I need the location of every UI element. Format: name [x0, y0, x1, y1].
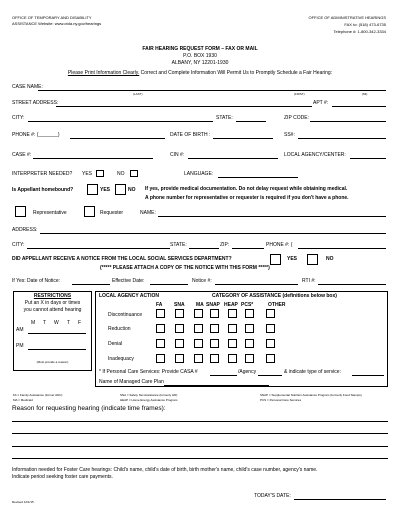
middle-initial-hint: (MI) [362, 92, 368, 96]
date-of-notice-label: If Yes: Date of Notice: [12, 278, 61, 284]
agency-name: OFFICE OF TEMPORARY AND DISABILITY [12, 15, 92, 20]
def-snap: SNAP = Supplemental Nutrition Assistance Program (formerly Food Stamps) [260, 393, 362, 397]
revised-date: Revised 12/1/15 [12, 500, 34, 504]
checkbox-reduction-fa[interactable] [156, 324, 165, 333]
ssn-field[interactable] [298, 138, 386, 139]
requester-label: Requester [100, 210, 124, 216]
rep-zip-label: ZIP: [220, 242, 230, 248]
rep-address-label: ADDRESS: [12, 227, 38, 233]
rep-state-label: STATE: [170, 242, 187, 248]
pcs-agency-field[interactable] [258, 375, 282, 376]
rti-field[interactable] [318, 284, 386, 285]
hearings-office: OFFICE OF ADMINISTRATIVE HEARINGS [308, 15, 386, 20]
checkbox-discontinuance-sna[interactable] [175, 309, 184, 318]
def-sna: SNA = Safety Net Assistance (formerly HR) [120, 393, 178, 397]
pm-label: PM [16, 343, 24, 349]
homebound-label: Is Appellant homebound? [12, 187, 74, 193]
local-agency-label: LOCAL AGENCY/CENTER: [284, 152, 346, 158]
checkbox-discontinuance-pcs[interactable] [245, 309, 254, 318]
row-reduction: Reduction [108, 326, 131, 332]
rep-state-field[interactable] [189, 248, 219, 249]
restrictions-line-2: you cannot attend hearing [23, 307, 82, 313]
agency-action-header: LOCAL AGENCY ACTION [99, 293, 160, 299]
day-tuesday: T [43, 320, 47, 326]
checkbox-inadequacy-sna[interactable] [175, 354, 184, 363]
day-friday: F [78, 320, 82, 326]
def-heap: HEAP = Home Energy Assistance Program [120, 398, 178, 402]
effective-date-label: Effective Date: [112, 278, 145, 284]
col-ma: MA [196, 302, 204, 308]
city-field[interactable] [28, 121, 213, 122]
checkbox-inadequacy-heap[interactable] [228, 354, 237, 363]
day-monday: M [31, 320, 36, 326]
agency-website: ASSISTANCE Website: www.otda.ny.gov/hearings [12, 21, 102, 26]
homebound-yes-label: YES [100, 187, 111, 193]
col-pcs: PCS* [241, 302, 254, 308]
checkbox-denial-heap[interactable] [228, 339, 237, 348]
checkbox-denial-sna[interactable] [175, 339, 184, 348]
notice-no-label: NO [326, 256, 334, 262]
def-fa: FA = Family Assistance (former ADC) [13, 393, 63, 397]
checkbox-reduction-pcs[interactable] [245, 324, 254, 333]
ssn-label: SS#: [284, 132, 295, 138]
checkbox-discontinuance-fa[interactable] [156, 309, 165, 318]
todays-date-label: TODAY'S DATE: [254, 493, 291, 499]
pcs-casa-field[interactable] [210, 375, 237, 376]
cin-label: CIN #: [170, 152, 185, 158]
col-fa: FA [156, 302, 163, 308]
telephone-number: Telephone #: 1-800-342-3334 [333, 29, 386, 34]
checkbox-denial-fa[interactable] [156, 339, 165, 348]
reason-line-4[interactable] [12, 458, 388, 459]
def-ma: MA = Medicaid [13, 398, 33, 402]
city-label: CITY: [12, 115, 25, 121]
apt-label: APT #: [313, 100, 329, 106]
am-restriction-field[interactable] [28, 333, 86, 334]
zip-code-field[interactable] [310, 121, 386, 122]
last-name-hint: (LAST) [133, 92, 143, 96]
homebound-note-2: A phone number for representative or requester is required if you don't have a phone. [145, 195, 349, 201]
foster-care-period: Indicate period seeking foster care payments. [12, 474, 113, 480]
checkbox-discontinuance-snap[interactable] [210, 309, 219, 318]
pcs-service-field[interactable] [352, 375, 384, 376]
checkbox-denial-snap[interactable] [210, 339, 219, 348]
checkbox-denial-ma[interactable] [194, 339, 203, 348]
form-title: FAIR HEARING REQUEST FORM – FAX OR MAIL [142, 46, 258, 52]
col-heap: HEAP [224, 302, 238, 308]
rep-address-field[interactable] [40, 233, 386, 234]
rep-city-label: CITY: [12, 242, 25, 248]
restrictions-title: RESTRICTIONS [33, 293, 72, 299]
print-instruction [0, 70, 400, 76]
po-box: P.O. BOX 1930 [183, 53, 217, 59]
rep-phone-label: PHONE #: ( [266, 242, 293, 248]
col-sna: SNA [174, 302, 185, 308]
checkbox-discontinuance-heap[interactable] [228, 309, 237, 318]
interpreter-no-label: NO [117, 171, 125, 177]
dob-label: DATE OF BIRTH : [170, 132, 211, 138]
homebound-note-1: If yes, provide medical documentation. Do not delay request while obtaining medical. [145, 186, 348, 192]
representative-checkbox[interactable] [15, 206, 26, 217]
restrictions-line-1: Put an X in days or times [24, 300, 81, 306]
effective-date-field[interactable] [150, 284, 188, 285]
homebound-no-label: NO [128, 187, 136, 193]
managed-care-label: Name of Managed Care Plan [99, 379, 164, 385]
dob-field[interactable] [213, 138, 273, 139]
rep-name-field[interactable] [158, 216, 386, 217]
checkbox-denial-pcs[interactable] [245, 339, 254, 348]
rep-city-field[interactable] [27, 248, 170, 249]
checkbox-inadequacy-other[interactable] [266, 354, 275, 363]
notice-attach: (***** PLEASE ATTACH A COPY OF THE NOTICE WITH THIS FORM *****) [100, 265, 270, 271]
day-wednesday: W [54, 320, 59, 326]
pcs-casa-label: * If Personal Care Services: Provide CASA # [99, 369, 198, 375]
checkbox-inadequacy-snap[interactable] [210, 354, 219, 363]
fax-number: FAX to: (518) 473-6735 [344, 22, 386, 27]
apt-field[interactable] [332, 106, 386, 107]
checkbox-reduction-snap[interactable] [210, 324, 219, 333]
checkbox-reduction-ma[interactable] [194, 324, 203, 333]
todays-date-field[interactable] [294, 499, 386, 500]
checkbox-inadequacy-ma[interactable] [194, 354, 203, 363]
def-pcs: PCS = Personal Care Services [260, 398, 302, 402]
print-clearly: Please Print Information Clearly. [67, 70, 140, 76]
language-field[interactable] [218, 177, 298, 178]
phone-label: PHONE #: (_______) [12, 132, 60, 138]
phone-field[interactable] [70, 138, 165, 139]
foster-care-note: Information needed for Foster Care hearings: Child's name, child's date of birth, birth mother's name, child's case number, agency's name. [12, 467, 318, 473]
instruction-rest: Correct and Complete Information Will Permit Us to Promptly Schedule a Fair Hearing: [139, 70, 333, 76]
interpreter-yes-label: YES [82, 171, 93, 177]
checkbox-inadequacy-pcs[interactable] [245, 354, 254, 363]
pcs-agency-label: /Agency [238, 369, 257, 375]
case-name-label: CASE NAME: [12, 84, 43, 90]
pcs-service-label: & indicate type of service: [284, 369, 341, 375]
notice-question: DID APPELLANT RECEIVE A NOTICE FROM THE LOCAL SOCIAL SERVICES DEPARTMENT? [12, 256, 232, 262]
notice-number-label: Notice #: [192, 278, 212, 284]
case-number-label: CASE #: [12, 152, 32, 158]
street-address-field[interactable] [56, 106, 312, 107]
checkbox-discontinuance-ma[interactable] [194, 309, 203, 318]
checkbox-reduction-other[interactable] [266, 324, 275, 333]
row-denial: Denial [108, 341, 123, 347]
notice-no-checkbox[interactable] [307, 254, 318, 265]
zip-code-label: ZIP CODE: [284, 115, 309, 121]
reason-label: Reason for requesting hearing (indicate time frames): [12, 405, 166, 412]
rti-label: RTI #: [302, 278, 316, 284]
notice-yes-label: YES [287, 256, 298, 262]
col-other: OTHER [268, 302, 286, 308]
case-name-field[interactable] [38, 90, 386, 91]
local-agency-field[interactable] [350, 158, 386, 159]
category-header: CATEGORY OF ASSISTANCE (definitions below box) [212, 293, 337, 299]
homebound-yes-checkbox[interactable] [87, 184, 98, 195]
managed-care-field[interactable] [164, 385, 269, 386]
row-inadequacy: Inadequacy [108, 356, 134, 362]
reason-line-3[interactable] [12, 446, 388, 447]
homebound-no-checkbox[interactable] [115, 184, 126, 195]
rep-phone-field[interactable] [298, 248, 386, 249]
case-number-field[interactable] [33, 158, 153, 159]
checkbox-reduction-sna[interactable] [175, 324, 184, 333]
date-of-notice-field[interactable] [72, 284, 110, 285]
notice-yes-checkbox[interactable] [270, 254, 281, 265]
col-snap: SNAP [206, 302, 220, 308]
checkbox-discontinuance-other[interactable] [266, 309, 275, 318]
row-discontinuance: Discontinuance [108, 312, 143, 318]
reason-line-1[interactable] [12, 421, 388, 422]
interpreter-label: INTERPRETER NEEDED? [12, 171, 73, 177]
cin-field[interactable] [188, 158, 278, 159]
first-name-hint: (FIRST) [294, 92, 305, 96]
restrictions-reason-note: (Must provide a reason) [36, 360, 69, 364]
interpreter-yes-checkbox[interactable] [96, 170, 104, 177]
am-label: AM [16, 327, 24, 333]
notice-number-field[interactable] [215, 284, 298, 285]
representative-label: Representative [33, 210, 67, 216]
street-address-label: STREET ADDRESS: [12, 100, 59, 106]
checkbox-denial-other[interactable] [266, 339, 275, 348]
pm-restriction-field[interactable] [28, 349, 86, 350]
day-thursday: T [67, 320, 71, 326]
checkbox-reduction-heap[interactable] [228, 324, 237, 333]
reason-line-2[interactable] [12, 433, 388, 434]
city-state-zip: ALBANY, NY 12201-1930 [171, 60, 229, 66]
interpreter-no-checkbox[interactable] [130, 170, 138, 177]
language-label: LANGUAGE: [184, 171, 214, 177]
requester-checkbox[interactable] [84, 206, 95, 217]
state-field[interactable] [236, 121, 266, 122]
rep-name-label: NAME: [140, 210, 156, 216]
checkbox-inadequacy-fa[interactable] [156, 354, 165, 363]
state-label: STATE: [216, 115, 233, 121]
rep-zip-field[interactable] [232, 248, 264, 249]
